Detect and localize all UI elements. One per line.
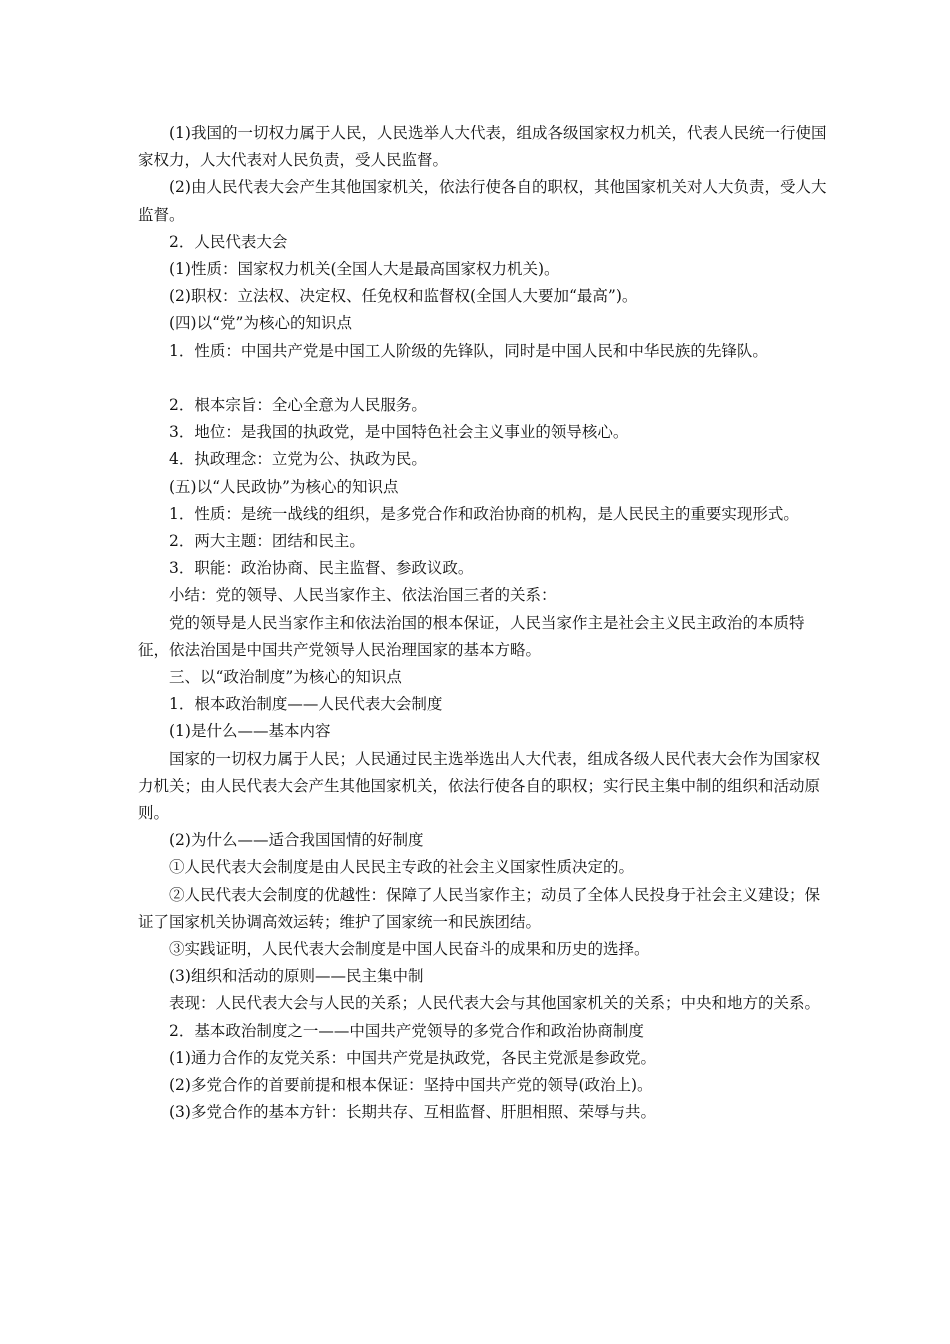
paragraph: (2)多党合作的首要前提和根本保证：坚持中国共产党的领导(政治上)。: [169, 1076, 653, 1095]
section-heading: 三、以“政治制度”为核心的知识点: [169, 668, 402, 687]
paragraph: (3)多党合作的基本方针：长期共存、互相监督、肝胆相照、荣辱与共。: [169, 1103, 656, 1122]
paragraph: 3．职能：政治协商、民主监督、参政议政。: [169, 559, 474, 578]
section-heading: (五)以“人民政协”为核心的知识点: [169, 477, 399, 496]
paragraph: 3．地位：是我国的执政党，是中国特色社会主义事业的领导核心。: [169, 423, 629, 442]
paragraph: (2)职权：立法权、决定权、任免权和监督权(全国人大要加“最高”)。: [169, 287, 638, 306]
paragraph: (1)性质：国家权力机关(全国人大是最高国家权力机关)。: [169, 260, 560, 279]
paragraph: 2．人民代表大会: [169, 232, 288, 251]
paragraph: 表现：人民代表大会与人民的关系；人民代表大会与其他国家机关的关系；中央和地方的关系。: [169, 994, 821, 1013]
paragraph: (1)我国的一切权力属于人民，人民选举人大代表，组成各级国家权力机关，代表人民统一行使国家权力，人大代表对人民负责，受人民监督。: [138, 124, 827, 170]
section-heading: (四)以“党”为核心的知识点: [169, 314, 352, 333]
paragraph: 2．基本政治制度之一——中国共产党领导的多党合作和政治协商制度: [169, 1021, 644, 1040]
paragraph: 1．根本政治制度——人民代表大会制度: [169, 695, 443, 714]
document-body: [138, 120, 828, 1127]
paragraph: 1．性质：中国共产党是中国工人阶级的先锋队，同时是中国人民和中华民族的先锋队。: [169, 341, 768, 360]
paragraph: (3)组织和活动的原则——民主集中制: [169, 967, 424, 986]
paragraph: ①人民代表大会制度是由人民民主专政的社会主义国家性质决定的。: [169, 858, 635, 877]
paragraph: 国家的一切权力属于人民；人民通过民主选举选出人大代表，组成各级人民代表大会作为国家权力机关；由人民代表大会产生其他国家机关，依法行使各自的职权；实行民主集中制的组织和活动原则。: [138, 749, 821, 823]
paragraph: ③实践证明，人民代表大会制度是中国人民奋斗的成果和历史的选择。: [169, 940, 650, 959]
paragraph: 4．执政理念：立党为公、执政为民。: [169, 450, 427, 469]
paragraph: 2．根本宗旨：全心全意为人民服务。: [169, 396, 427, 415]
paragraph: (2)为什么——适合我国国情的好制度: [169, 831, 424, 850]
paragraph: (1)通力合作的友党关系：中国共产党是执政党，各民主党派是参政党。: [169, 1048, 656, 1067]
blank-line: [138, 365, 828, 392]
paragraph: 党的领导是人民当家作主和依法治国的根本保证，人民当家作主是社会主义民主政治的本质特征，依法治国是中国共产党领导人民治理国家的基本方略。: [138, 613, 805, 659]
paragraph: 1．性质：是统一战线的组织，是多党合作和政治协商的机构，是人民民主的重要实现形式。: [169, 504, 799, 523]
paragraph: 2．两大主题：团结和民主。: [169, 532, 365, 551]
paragraph: (2)由人民代表大会产生其他国家机关，依法行使各自的职权，其他国家机关对人大负责，受人大监督。: [138, 178, 827, 224]
summary-label: 小结：党的领导、人民当家作主、依法治国三者的关系：: [169, 586, 557, 605]
paragraph: ②人民代表大会制度的优越性：保障了人民当家作主；动员了全体人民投身于社会主义建设；保证了国家机关协调高效运转；维护了国家统一和民族团结。: [138, 885, 821, 931]
paragraph: (1)是什么——基本内容: [169, 722, 331, 741]
